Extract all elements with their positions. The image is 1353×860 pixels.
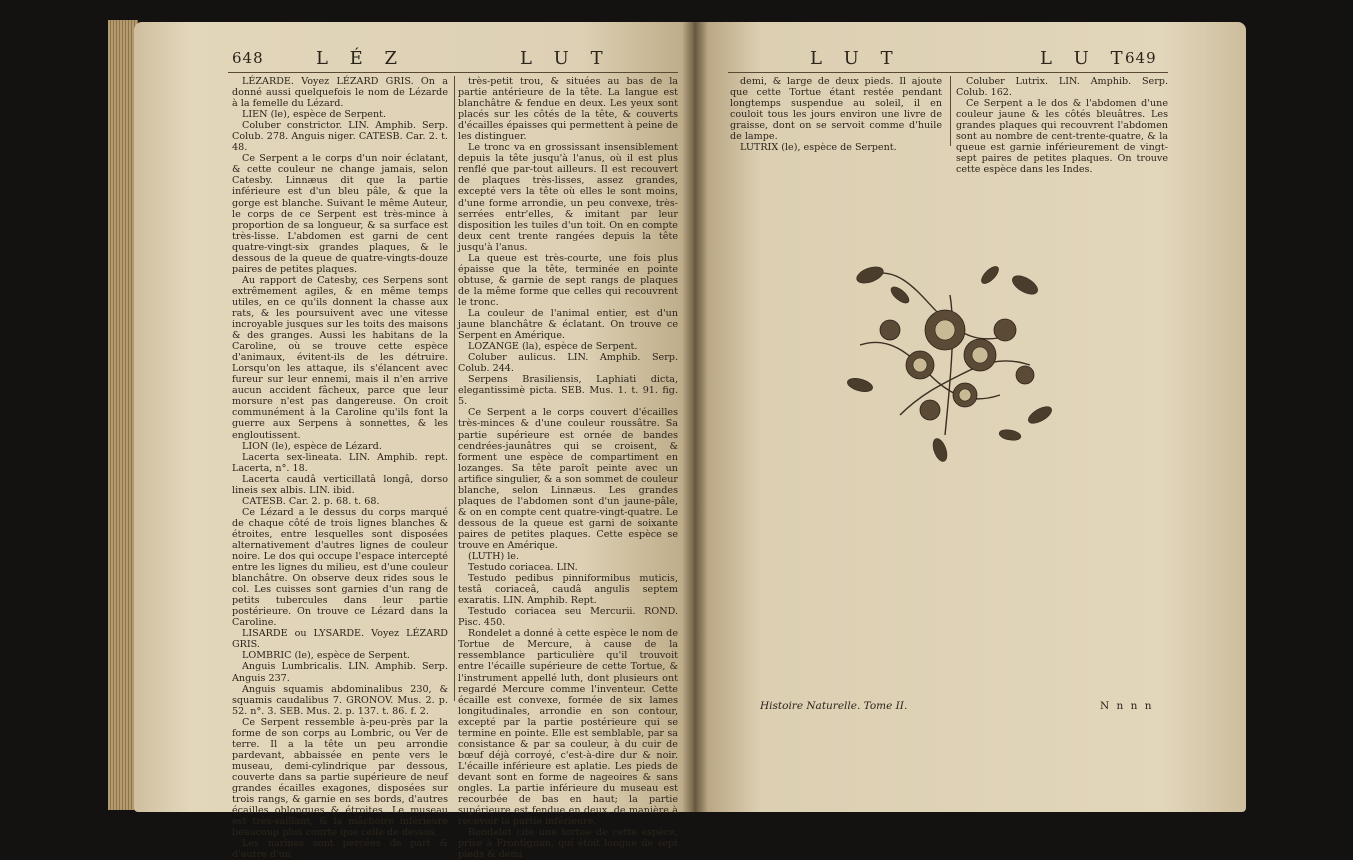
paragraph: Testudo coriacea seu Mercurii. ROND. Pisc. 450. <box>458 606 678 629</box>
paragraph: Ce Serpent ressemble à-peu-près par la forme de son corps au Lombric, ou Ver de terre. Il a la tête un peu arrondie pardevant, abbaissée en pente vers le museau, demi-cylindrique par dessous, couverte dans sa partie supérieure de neuf grandes écailles exagones, disposées sur trois rangs, & garnie en ses bords, d'autres écailles oblongues & étroites. Le museau est très-saillant, & la mâchoire inférieure beaucoup plus courte que celle de dessus. <box>232 716 448 839</box>
left-page-number: 648 <box>232 49 264 67</box>
paragraph: Anguis Lumbricalis. LIN. Amphib. Serp. Anguis 237. <box>232 661 448 684</box>
paragraph: Au rapport de Catesby, ces Serpens sont extrêmement agiles, & en même temps utiles, en ce qu'ils donnent la chasse aux rats, & les poursuivent avec une vitesse incroyable jusques sur les toits des maisons & des granges. Aussi les habitans de la Caroline, où se trouve cette espèce d'animaux, évitent-ils de les détruire. Lorsqu'on les attaque, ils s'élancent avec fureur sur leur ennemi, mais il n'en arrive aucun accident fâcheux, parce que leur morsure n'est pas dangereuse. On croit communément à la Caroline qu'ils font la guerre aux Serpens à sonnettes, & les engloutissent. <box>232 274 448 441</box>
paragraph: LÉZARDE. Voyez LÉZARD GRIS. On a donné aussi quelquefois le nom de Lézarde à la femelle du Lézard. <box>232 76 448 110</box>
left-column-2 <box>458 76 678 860</box>
left-page-header <box>232 48 264 68</box>
left-column-1 <box>232 76 448 860</box>
book-gutter <box>682 22 708 812</box>
paragraph: Ce Serpent a le dos & l'abdomen d'une couleur jaune & les côtés bleuâtres. Les grandes plaques qui recouvrent l'abdomen sont au nombre de cent-trente-quatre, & la queue est garnie inférieurement de vingt-sept paires de petites plaques. On trouve cette espèce dans les Indes. <box>956 98 1168 176</box>
paragraph: Rondelet cite une tortue de cette espèce, prise à Frontignan, qui étoit longue de sept pieds & demi <box>458 827 678 860</box>
paragraph: Le tronc va en grossissant insensiblement depuis la tête jusqu'à l'anus, où il est plus renflé que par-tout ailleurs. Il est recouvert de plaques très-lisses, assez grandes, excepté vers la tête où elles le sont moins, d'une forme arrondie, un peu convexe, très-serrées entr'elles, & imitant par leur disposition les tuiles d'un toit. On en compte deux cent trente rangées depuis la tête jusqu'à l'anus. <box>458 142 678 253</box>
right-page-number: 649 <box>1125 49 1157 67</box>
paragraph: très-petit trou, & situées au bas de la partie antérieure de la tête. La langue est blanchâtre & fendue en deux. Les yeux sont placés sur les côtés de la tête, & couverts d'écailles épaisses qui permettent à peine de les distinguer. <box>458 76 678 143</box>
paragraph: Testudo pedibus pinniformibus muticis, testâ coriaceâ, caudâ angulis septem exaratis. LIN. Amphib. Rept. <box>458 573 678 607</box>
right-running-head-1: L U T <box>810 48 901 69</box>
floral-vignette-illustration <box>830 235 1080 475</box>
paragraph: CATESB. Car. 2. p. 68. t. 68. <box>242 495 380 507</box>
right-running-head-2: L U T <box>1040 48 1131 69</box>
paragraph: Ce Serpent a le corps couvert d'écailles très-minces & d'une couleur roussâtre. Sa partie supérieure est ornée de bandes cendrées-jaunâtres qui se croisent, & forment une espèce de compartiment en lozanges. Sa tête paroît peinte avec un artifice singulier, & a son sommet de couleur blanche, selon Linnæus. Les grandes plaques de l'abdomen sont d'un jaune-pâle, & on en compte cent quatre-vingt-quatre. Le dessous de la queue est garni de soixante paires de petites plaques. Cette espèce se trouve en Amérique. <box>458 407 678 551</box>
paragraph: (LUTH) le. <box>468 551 520 563</box>
signature-mark: N n n n <box>1100 700 1154 712</box>
left-header-rule <box>228 72 678 73</box>
left-running-head-1: L É Z <box>316 48 406 69</box>
paragraph: LUTRIX (le), espèce de Serpent. <box>740 142 897 154</box>
paragraph: Serpens Brasiliensis, Laphiati dicta, elegantissimè picta. SEB. Mus. 1. t. 91. fig. 5. <box>458 374 678 408</box>
paragraph: Coluber Lutrix. LIN. Amphib. Serp. Colub. 162. <box>956 76 1168 99</box>
paragraph: LIEN (le), espèce de Serpent. <box>242 109 387 121</box>
right-column-divider <box>950 76 951 146</box>
paragraph: LION (le), espèce de Lézard. <box>242 440 382 452</box>
paragraph: LISARDE ou LYSARDE. Voyez LÉZARD GRIS. <box>232 628 448 651</box>
paragraph: LOMBRIC (le), espèce de Serpent. <box>242 650 410 662</box>
paragraph: Anguis squamis abdominalibus 230, & squamis caudalibus 7. GRONOV. Mus. 2. p. 52. n°. 3. SEB. Mus. 2. p. 137. t. 86. f. 2. <box>232 683 448 717</box>
paragraph: Les narines sont percées de part & d'autre d'un <box>232 838 448 860</box>
right-column-2 <box>956 76 1168 175</box>
paragraph: Rondelet a donné à cette espèce le nom de Tortue de Mercure, à cause de la ressemblance particulière qu'il trouvoit entre l'écaille supérieure de cette Tortue, & l'instrument appellé luth, dont plusieurs ont regardé Mercure comme l'inventeur. Cette écaille est convexe, formée de six lames longitudinales, arrondie en son contour, excepté par la partie postérieure qui se termine en pointe. Elle est semblable, par sa consistance & par sa couleur, à du cuir de bœuf déjà corroyé, c'est-à-dire dur & noir. L'écaille inférieure est aplatie. Les pieds de devant sont en forme de nageoires & sans ongles. La partie inférieure du museau est recourbée de bas en haut; la partie supérieure est fendue en deux, de manière à recevoir la partie inférieure. <box>458 628 678 828</box>
paragraph: Ce Serpent a le corps d'un noir éclatant, & cette couleur ne change jamais, selon Catesby. Linnæus dit que la partie inférieure est d'un bleu pâle, & que la gorge est blanche. Suivant le même Auteur, le corps de ce Serpent est très-mince à proportion de sa longueur, & sa surface est très-lisse. L'abdomen est garni de cent quatre-vingt-six grandes plaques, & le dessous de la queue de quatre-vingts-douze paires de petites plaques. <box>232 153 448 275</box>
paragraph: La queue est très-courte, une fois plus épaisse que la tête, terminée en pointe obtuse, & garnie de sept rangs de plaques de la même forme que celles qui recouvrent le tronc. <box>458 252 678 308</box>
paragraph: Testudo coriacea. LIN. <box>468 562 578 574</box>
right-page-header <box>1125 48 1157 68</box>
footer-title: Histoire Naturelle. Tome II. <box>760 700 908 712</box>
paragraph: Lacerta caudâ verticillatâ longâ, dorso lineis sex albis. LIN. ibid. <box>232 473 448 496</box>
paragraph: La couleur de l'animal entier, est d'un jaune blanchâtre & éclatant. On trouve ce Serpent en Amérique. <box>458 307 678 342</box>
paragraph: Coluber aulicus. LIN. Amphib. Serp. Colub. 244. <box>458 352 678 375</box>
right-header-rule <box>728 72 1168 73</box>
left-column-divider <box>454 76 455 701</box>
paragraph: demi, & large de deux pieds. Il ajoute que cette Tortue étant restée pendant longtemps suspendue au soleil, il en couloit tous les jours environ une livre de graisse, dont on se servoit comme d'huile de lampe. <box>730 76 942 143</box>
paragraph: Ce Lézard a le dessus du corps marqué de chaque côté de trois lignes blanches & étroites, entre lesquelles sont disposées alternativement d'autres lignes de couleur noire. Le dos qui occupe l'espace intercepté entre les lignes du milieu, est d'une couleur blanchâtre. On observe deux rides sous le col. Les cuisses sont garnies d'un rang de petits tubercules dans leur partie postérieure. On trouve ce Lézard dans la Caroline. <box>232 506 448 629</box>
right-column-1 <box>730 76 942 153</box>
paragraph: Lacerta sex-lineata. LIN. Amphib. rept. Lacerta, n°. 18. <box>232 451 448 474</box>
left-running-head-2: L U T <box>520 48 611 69</box>
paragraph: LOZANGE (la), espèce de Serpent. <box>468 341 638 353</box>
paragraph: Coluber constrictor. LIN. Amphib. Serp. Colub. 278. Anguis niger. CATESB. Car. 2. t. 48. <box>232 120 448 154</box>
